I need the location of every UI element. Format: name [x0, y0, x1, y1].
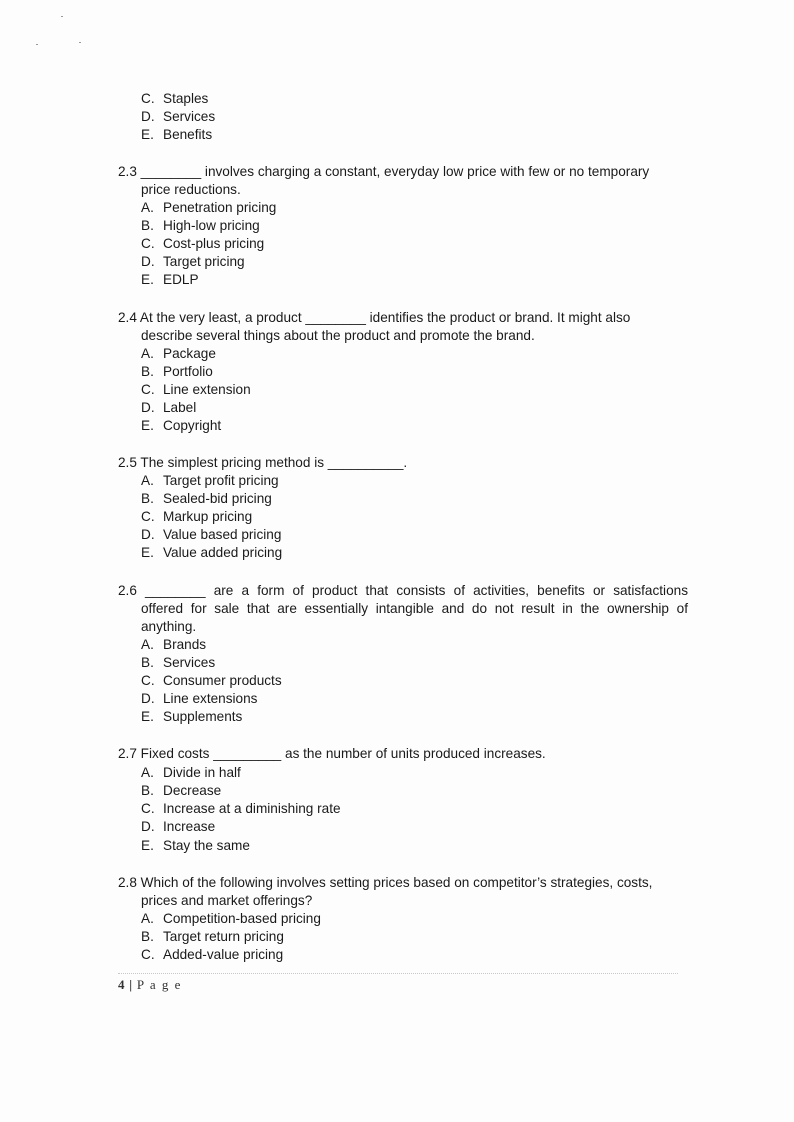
option-item: B. Decrease: [141, 783, 222, 798]
question-text: 2.3 ________ involves charging a constant, everyday low price with few or no temporary: [118, 164, 650, 179]
question-text: offered for sale that are essentially intangible and do not result in the ownership of: [141, 601, 688, 616]
page-label: P a g e: [136, 977, 182, 992]
option-item: A. Penetration pricing: [141, 200, 277, 215]
option-item: D. Target pricing: [141, 254, 245, 269]
option-item: C. Added-value pricing: [141, 947, 284, 962]
scan-speck: [36, 44, 38, 45]
option-item: B. Portfolio: [141, 364, 213, 379]
question-text: prices and market offerings?: [141, 893, 313, 908]
option-item: C. Staples: [141, 91, 209, 106]
option-item: D. Value based pricing: [141, 527, 282, 542]
option-item: E. Value added pricing: [141, 545, 283, 560]
option-item: E. EDLP: [141, 272, 199, 287]
option-item: A. Divide in half: [141, 765, 241, 780]
option-item: B. Services: [141, 655, 216, 670]
option-item: C. Markup pricing: [141, 509, 253, 524]
question-text: anything.: [141, 619, 197, 634]
option-item: E. Stay the same: [141, 838, 250, 853]
question-text: 2.6 ________ are a form of product that consists of activities, benefits or satisfactions: [118, 583, 688, 598]
question-text: 2.7 Fixed costs _________ as the number of units produced increases.: [118, 746, 546, 761]
option-item: B. High-low pricing: [141, 218, 260, 233]
question-text: describe several things about the product and promote the brand.: [141, 328, 535, 343]
option-item: D. Services: [141, 109, 216, 124]
scan-speck: [79, 42, 81, 43]
option-item: C. Line extension: [141, 382, 251, 397]
footer-separator: |: [129, 977, 133, 992]
option-item: A. Target profit pricing: [141, 473, 279, 488]
option-item: B. Target return pricing: [141, 929, 284, 944]
question-text: 2.8 Which of the following involves setting prices based on competitor’s strategies, costs,: [118, 875, 653, 890]
question-text: price reductions.: [141, 182, 241, 197]
option-item: A. Competition-based pricing: [141, 911, 321, 926]
option-item: A. Package: [141, 346, 216, 361]
scan-speck: [61, 16, 63, 17]
option-item: D. Increase: [141, 819, 216, 834]
page-number: 4: [118, 977, 125, 992]
option-item: B. Sealed-bid pricing: [141, 491, 272, 506]
question-text: 2.4 At the very least, a product ________ identifies the product or brand. It might also: [118, 310, 631, 325]
option-item: D. Line extensions: [141, 691, 258, 706]
page-footer: [118, 977, 182, 993]
option-item: C. Increase at a diminishing rate: [141, 801, 341, 816]
option-item: C. Consumer products: [141, 673, 282, 688]
footer-divider: [118, 973, 678, 974]
option-item: E. Copyright: [141, 418, 222, 433]
option-item: E. Benefits: [141, 127, 213, 142]
option-item: C. Cost-plus pricing: [141, 236, 265, 251]
option-item: E. Supplements: [141, 709, 243, 724]
option-item: A. Brands: [141, 637, 207, 652]
option-item: D. Label: [141, 400, 197, 415]
question-text: 2.5 The simplest pricing method is __________.: [118, 455, 408, 470]
